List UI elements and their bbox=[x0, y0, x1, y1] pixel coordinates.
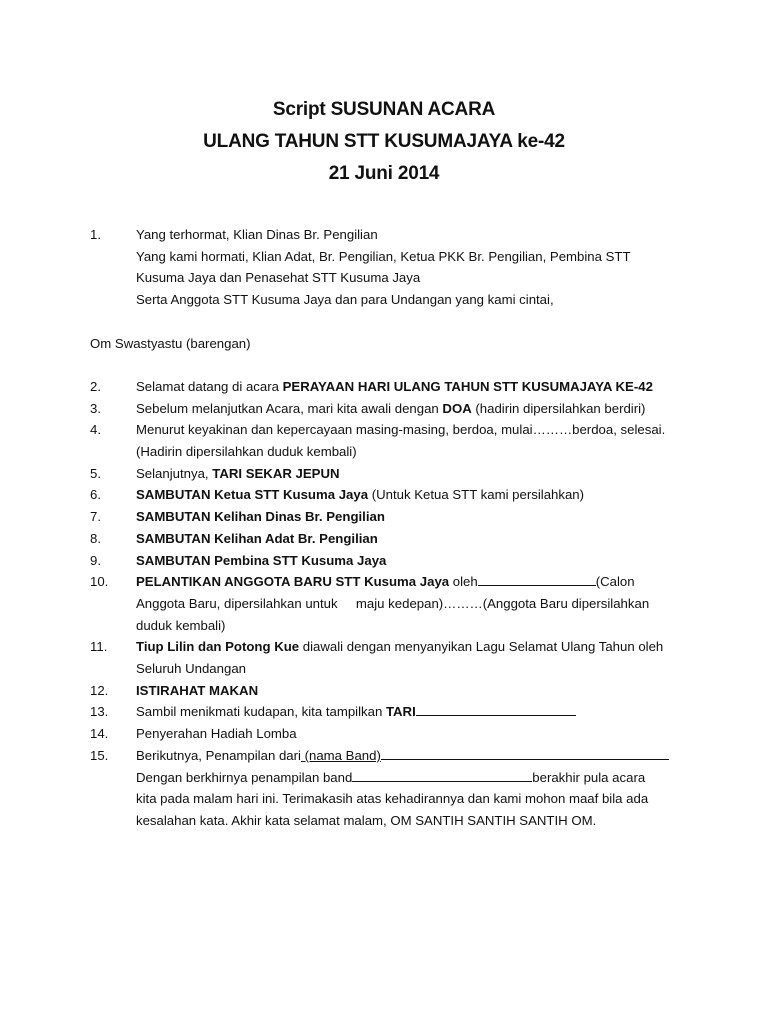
title-date: 21 Juni 2014 bbox=[328, 163, 440, 184]
item-11-bold: Tiup Lilin dan Potong Kue bbox=[136, 639, 300, 655]
document-body bbox=[90, 224, 690, 832]
list-item-3 bbox=[90, 398, 690, 420]
list-item-15 bbox=[90, 745, 690, 832]
item-12-bold: ISTIRAHAT MAKAN bbox=[136, 682, 259, 698]
list-item-10 bbox=[90, 571, 690, 636]
item-3-text: Sebelum melanjutkan Acara, mari kita awali dengan bbox=[136, 400, 443, 416]
item-number: 8. bbox=[90, 530, 101, 546]
item-7-bold: SAMBUTAN Kelihan Dinas Br. Pengilian bbox=[136, 509, 385, 525]
item-1-line-1: Yang terhormat, Klian Dinas Br. Pengilian bbox=[136, 227, 378, 242]
fill-in-blank bbox=[381, 746, 669, 760]
item-number: 2. bbox=[90, 378, 101, 394]
item-1-line-3: Kusuma Jaya dan Penasehat STT Kusuma Jaya bbox=[136, 270, 421, 286]
item-11-text: diawali dengan menyanyikan Lagu Selamat Ulang Tahun oleh bbox=[299, 639, 664, 655]
title-line-1: Script SUSUNAN ACARA bbox=[272, 99, 496, 120]
item-5-bold: TARI SEKAR JEPUN bbox=[212, 465, 340, 481]
document-title bbox=[0, 94, 768, 190]
item-13-text: Sambil menikmati kudapan, kita tampilkan bbox=[136, 704, 386, 720]
item-14-text: Penyerahan Hadiah Lomba bbox=[136, 726, 297, 742]
item-10-bold: PELANTIKAN ANGGOTA BARU STT Kusuma Jaya bbox=[136, 574, 450, 590]
list-item-11 bbox=[90, 636, 690, 679]
item-2-text: Selamat datang di acara bbox=[136, 378, 283, 394]
item-3-note: (hadirin dipersilahkan berdiri) bbox=[471, 400, 646, 416]
list-item-6 bbox=[90, 484, 690, 506]
list-item-5 bbox=[90, 463, 690, 485]
item-number: 11. bbox=[90, 639, 108, 655]
item-number: 1. bbox=[90, 227, 101, 242]
item-number: 4. bbox=[90, 422, 101, 438]
item-4-line-2: (Hadirin dipersilahkan duduk kembali) bbox=[136, 444, 357, 459]
list-item-12 bbox=[90, 680, 690, 702]
item-15-line-3: kita pada malam hari ini. Terimakasih atas kehadirannya dan kami mohon maaf bila ada bbox=[136, 791, 649, 807]
item-number: 14. bbox=[90, 726, 109, 742]
item-5-text: Selanjutnya, bbox=[136, 465, 213, 481]
list-item-13 bbox=[90, 701, 690, 723]
item-6-bold: SAMBUTAN Ketua STT Kusuma Jaya bbox=[136, 487, 369, 503]
list-item-1 bbox=[90, 224, 690, 311]
item-11-line-2: Seluruh Undangan bbox=[136, 661, 246, 677]
item-6-note: (Untuk Ketua STT kami persilahkan) bbox=[368, 487, 585, 503]
item-number: 9. bbox=[90, 552, 101, 568]
item-10-oleh: oleh bbox=[449, 574, 478, 590]
item-number: 12. bbox=[90, 682, 109, 698]
item-number: 10. bbox=[90, 574, 109, 590]
list-item-4 bbox=[90, 419, 690, 462]
item-15-line-4: kesalahan kata. Akhir kata selamat malam, OM SANTIH SANTIH SANTIH OM. bbox=[136, 812, 597, 828]
item-8-bold: SAMBUTAN Kelihan Adat Br. Pengilian bbox=[136, 530, 378, 546]
item-15-band-name: (nama Band) bbox=[300, 747, 381, 763]
item-number: 6. bbox=[90, 487, 101, 503]
list-item-14 bbox=[90, 723, 690, 745]
item-15-line-2a: Dengan berkhirnya penampilan band bbox=[136, 769, 353, 785]
list-item-7 bbox=[90, 506, 690, 528]
item-number: 3. bbox=[90, 400, 101, 416]
item-1-line-2: Yang kami hormati, Klian Adat, Br. Pengilian, Ketua PKK Br. Pengilian, Pembina STT bbox=[136, 248, 631, 264]
greeting: Om Swastyastu (barengan) bbox=[90, 335, 251, 351]
item-9-bold: SAMBUTAN Pembina STT Kusuma Jaya bbox=[136, 552, 387, 568]
item-10-line-3: duduk kembali) bbox=[136, 617, 226, 633]
item-15-line-2b: berakhir pula acara bbox=[532, 769, 646, 785]
item-number: 15. bbox=[90, 747, 109, 763]
fill-in-blank bbox=[416, 702, 576, 716]
item-2-bold: PERAYAAN HARI ULANG TAHUN STT KUSUMAJAYA KE-42 bbox=[282, 378, 653, 394]
item-4-line-1: Menurut keyakinan dan kepercayaan masing-masing, berdoa, mulai………berdoa, selesai. bbox=[136, 422, 666, 438]
list-item-9 bbox=[90, 550, 690, 572]
fill-in-blank bbox=[478, 572, 596, 586]
fill-in-blank bbox=[352, 768, 532, 782]
item-10-line-2: Anggota Baru, dipersilahkan untuk maju kedepan)………(Anggota Baru dipersilahkan bbox=[136, 595, 650, 611]
item-3-bold: DOA bbox=[442, 400, 472, 416]
item-15-text: Berikutnya, Penampilan dari bbox=[136, 747, 301, 763]
item-13-bold: TARI bbox=[385, 704, 416, 720]
item-number: 13. bbox=[90, 704, 109, 720]
item-number: 5. bbox=[90, 465, 101, 481]
item-1-line-4: Serta Anggota STT Kusuma Jaya dan para Undangan yang kami cintai, bbox=[136, 292, 554, 308]
item-number: 7. bbox=[90, 509, 101, 525]
list-item-8 bbox=[90, 528, 690, 550]
list-item-2 bbox=[90, 376, 690, 398]
item-10-calon: (Calon bbox=[595, 574, 635, 590]
title-line-2: ULANG TAHUN STT KUSUMAJAYA ke-42 bbox=[203, 131, 565, 152]
